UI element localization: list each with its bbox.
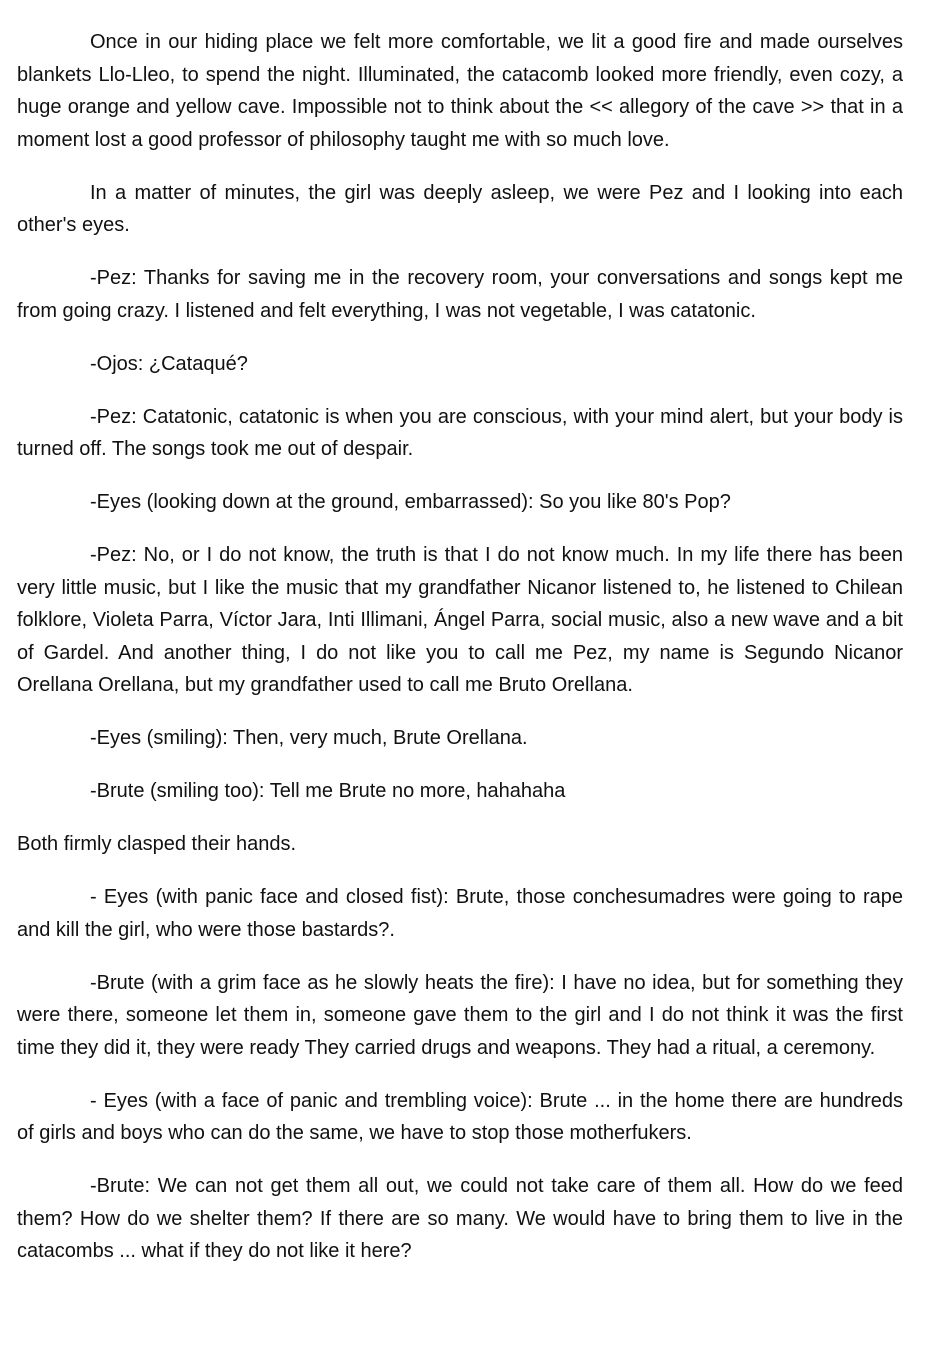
dialogue-line: -Pez: Catatonic, catatonic is when you are conscious, with your mind alert, but your body is turned off. The songs took me out of despair. <box>17 405 903 460</box>
dialogue-line: -Pez: Thanks for saving me in the recovery room, your conversations and songs kept me from going crazy. I listened and felt everything, I was not vegetable, I was catatonic. <box>17 267 903 322</box>
dialogue-line: -Eyes (looking down at the ground, embarrassed): So you like 80's Pop? <box>90 491 731 513</box>
paragraph: Once in our hiding place we felt more comfortable, we lit a good fire and made ourselves blankets Llo-Lleo, to spend the night. Illuminated, the catacomb looked more friendly, even cozy, a huge orange and yellow cave. Impossible not to think about the << allegory of the cave >> that in a moment lost a good professor of philosophy taught me with so much love. <box>17 31 903 151</box>
dialogue-line: -Brute (smiling too): Tell me Brute no more, hahahaha <box>90 780 566 802</box>
dialogue-line: -Brute: We can not get them all out, we could not take care of them all. How do we feed them? How do we shelter them? If there are so many. We would have to bring them to live in the catacombs ... what if they do not like it here? <box>17 1175 903 1262</box>
dialogue-line: -Pez: No, or I do not know, the truth is that I do not know much. In my life there has been very little music, but I like the music that my grandfather Nicanor listened to, he listened to Chilean folklore, Violeta Parra, Víctor Jara, Inti Illimani, Ángel Parra, social music, also a new wave and a bit of Gardel. And another thing, I do not like you to call me Pez, my name is Segundo Nicanor Orellana Orellana, but my grandfather used to call me Bruto Orellana. <box>17 544 903 696</box>
paragraph: Both firmly clasped their hands. <box>17 833 297 855</box>
dialogue-line: -Eyes (smiling): Then, very much, Brute Orellana. <box>90 727 528 749</box>
dialogue-line: - Eyes (with a face of panic and trembling voice): Brute ... in the home there are hundreds of girls and boys who can do the same, we have to stop those motherfukers. <box>17 1089 903 1144</box>
dialogue-line: - Eyes (with panic face and closed fist): Brute, those conchesumadres were going to rape and kill the girl, who were those bastards?. <box>17 886 903 941</box>
dialogue-line: -Brute (with a grim face as he slowly heats the fire): I have no idea, but for something they were there, someone let them in, someone gave them to the girl and I do not think it was the first time they did it, they were ready They carried drugs and weapons. They had a ritual, a ceremony. <box>17 971 903 1059</box>
dialogue-line: -Ojos: ¿Cataqué? <box>90 352 248 375</box>
document-page <box>17 26 903 1288</box>
paragraph: In a matter of minutes, the girl was deeply asleep, we were Pez and I looking into each other's eyes. <box>17 181 903 236</box>
